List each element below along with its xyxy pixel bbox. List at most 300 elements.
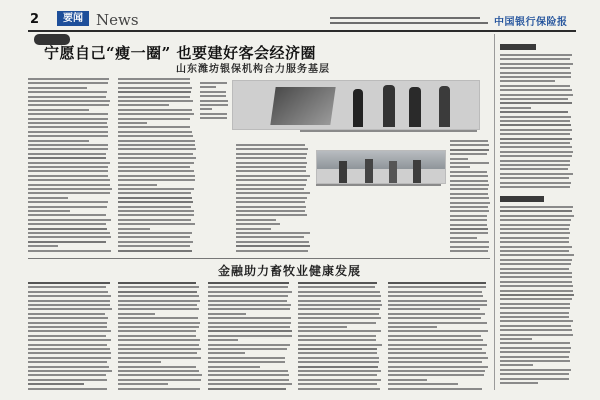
text-line (208, 335, 292, 337)
text-line (28, 175, 108, 177)
text-line (28, 330, 111, 332)
text-line (118, 326, 199, 328)
text-line (28, 361, 107, 363)
text-line (500, 351, 570, 353)
second-article-col-4 (298, 282, 382, 390)
text-line (450, 224, 487, 226)
text-line (236, 214, 307, 216)
text-line (28, 170, 108, 172)
text-line (118, 166, 190, 168)
text-line (118, 82, 190, 84)
text-line (118, 87, 192, 89)
text-line (28, 87, 87, 89)
text-line (28, 282, 110, 284)
text-line (236, 162, 307, 164)
text-line (450, 162, 489, 164)
text-line (298, 282, 377, 284)
text-line (28, 206, 107, 208)
text-line (450, 250, 488, 252)
text-line (500, 382, 538, 384)
text-line (450, 237, 477, 239)
text-line (388, 335, 481, 337)
text-line (500, 94, 573, 96)
text-line (500, 124, 571, 126)
text-line (118, 201, 193, 203)
text-line (28, 344, 107, 346)
text-line (500, 186, 570, 188)
text-line (500, 246, 572, 248)
text-line (208, 374, 289, 376)
text-line (450, 232, 488, 234)
text-line (118, 308, 199, 310)
text-line (208, 295, 288, 297)
text-line (298, 286, 375, 288)
second-article-col-5 (388, 282, 488, 390)
text-line (500, 76, 571, 78)
text-line (450, 184, 489, 186)
text-line (208, 344, 290, 346)
text-line (236, 206, 306, 208)
text-line (118, 286, 199, 288)
text-line (298, 383, 377, 385)
text-line (298, 335, 376, 337)
section-tag: 要闻 (57, 11, 89, 26)
text-line (118, 291, 197, 293)
text-line (118, 140, 195, 142)
text-line (118, 339, 200, 341)
text-line (500, 298, 572, 300)
text-line (28, 250, 111, 252)
text-line (500, 228, 569, 230)
text-line (118, 250, 192, 252)
text-line (388, 361, 482, 363)
text-line (118, 206, 191, 208)
text-line (500, 241, 569, 243)
text-line (28, 82, 108, 84)
text-line (500, 373, 569, 375)
text-line (500, 316, 569, 318)
text-line (236, 210, 305, 212)
lead-subheadline: 山东潍坊银保机构合力服务基层 (176, 64, 330, 75)
text-line (28, 109, 89, 111)
text-line (388, 295, 483, 297)
sidebar-box-head (500, 44, 536, 50)
paper-name: 中国银行保险报 (494, 17, 568, 28)
text-line (450, 144, 489, 146)
text-line (118, 330, 196, 332)
text-line (28, 335, 106, 337)
text-line (500, 237, 569, 239)
text-line (450, 206, 488, 208)
text-line (500, 307, 570, 309)
text-line (118, 144, 195, 146)
text-line (450, 153, 487, 155)
text-line (118, 304, 197, 306)
text-line (500, 272, 572, 274)
text-line (118, 192, 191, 194)
text-line (500, 89, 572, 91)
text-line (500, 63, 573, 65)
text-line (298, 352, 377, 354)
photo-1-caption (300, 130, 478, 136)
text-line (118, 184, 157, 186)
text-line (450, 228, 488, 230)
second-headline: 金融助力畜牧业健康发展 (218, 264, 362, 278)
text-line (118, 313, 155, 315)
text-line (208, 308, 290, 310)
text-line (388, 374, 484, 376)
text-line (118, 188, 194, 190)
text-line (200, 91, 226, 93)
text-line (298, 357, 379, 359)
text-line (236, 144, 305, 146)
text-line (450, 210, 489, 212)
text-line (450, 241, 489, 243)
text-line (388, 383, 458, 385)
text-line (500, 263, 571, 265)
text-line (236, 157, 306, 159)
news-photo-solar-panel (232, 80, 480, 130)
text-line (28, 348, 110, 350)
text-line (118, 300, 200, 302)
text-line (118, 388, 200, 390)
text-line (118, 197, 192, 199)
text-line (500, 268, 569, 270)
text-line (236, 153, 307, 155)
text-line (388, 379, 427, 381)
text-line (500, 80, 555, 82)
photo-2-caption (316, 184, 444, 190)
text-line (28, 140, 89, 142)
text-line (28, 144, 108, 146)
text-line (28, 352, 111, 354)
text-line (500, 177, 569, 179)
text-line (500, 312, 569, 314)
text-line (316, 184, 441, 186)
text-line (500, 98, 568, 100)
text-line (208, 322, 291, 324)
text-line (500, 250, 569, 252)
text-line (500, 116, 571, 118)
text-line (200, 95, 226, 97)
text-line (500, 281, 572, 283)
text-line (118, 96, 190, 98)
text-line (208, 291, 292, 293)
text-line (28, 326, 107, 328)
text-line (208, 379, 289, 381)
text-line (236, 188, 304, 190)
text-line (388, 291, 482, 293)
text-line (388, 370, 485, 372)
text-line (450, 193, 488, 195)
article-column-4 (236, 144, 310, 256)
text-line (28, 322, 107, 324)
text-line (388, 313, 485, 315)
text-line (28, 383, 84, 385)
text-line (28, 122, 107, 124)
text-line (208, 357, 285, 359)
text-line (208, 313, 246, 315)
sidebar-lower-column (500, 206, 574, 388)
text-line (28, 135, 108, 137)
text-line (28, 241, 106, 243)
text-line (500, 369, 571, 371)
text-line (208, 339, 238, 341)
masthead-meta-lines (330, 17, 488, 27)
text-line (208, 383, 292, 385)
text-line (500, 285, 573, 287)
text-line (118, 219, 191, 221)
text-line (236, 148, 308, 150)
text-line (500, 303, 570, 305)
text-line (118, 214, 194, 216)
text-line (118, 109, 192, 111)
text-line (388, 326, 437, 328)
text-line (450, 140, 488, 142)
text-line (208, 304, 291, 306)
text-line (208, 352, 245, 354)
text-line (236, 179, 307, 181)
text-line (118, 352, 197, 354)
text-line (500, 54, 572, 56)
text-line (450, 180, 488, 182)
text-line (208, 326, 290, 328)
text-line (28, 366, 109, 368)
lead-headline: 宁愿自己“瘦一圈” 也要建好客会经济圈 (44, 44, 316, 62)
text-line (28, 313, 105, 315)
text-line (208, 366, 260, 368)
text-line (200, 100, 228, 102)
text-line (28, 91, 107, 93)
second-article-col-3 (208, 282, 292, 390)
text-line (28, 126, 108, 128)
text-line (118, 317, 198, 319)
text-line (388, 357, 488, 359)
text-line (236, 170, 306, 172)
text-line (500, 329, 572, 331)
text-line (500, 215, 574, 217)
text-line (450, 215, 487, 217)
text-line (298, 322, 376, 324)
text-line (208, 286, 288, 288)
text-line (388, 317, 481, 319)
text-line (500, 219, 571, 221)
text-line (236, 184, 306, 186)
text-line (500, 129, 572, 131)
text-line (208, 370, 288, 372)
text-line (500, 347, 571, 349)
text-line (118, 162, 194, 164)
text-line (118, 126, 190, 128)
text-line (500, 120, 570, 122)
text-line (118, 170, 194, 172)
text-line (388, 366, 488, 368)
text-line (200, 113, 227, 115)
text-line (28, 295, 111, 297)
text-line (236, 175, 310, 177)
text-line (118, 153, 193, 155)
text-line (500, 151, 573, 153)
text-line (118, 245, 190, 247)
text-line (118, 78, 190, 80)
text-line (208, 282, 289, 284)
text-line (236, 241, 309, 243)
text-line (28, 210, 70, 212)
text-line (500, 342, 570, 344)
text-line (208, 361, 285, 363)
text-line (118, 383, 168, 385)
text-line (118, 322, 200, 324)
text-line (28, 388, 107, 390)
text-line (500, 206, 573, 208)
text-line (388, 330, 488, 332)
text-line (236, 250, 308, 252)
text-line (28, 317, 108, 319)
text-line (500, 102, 572, 104)
text-line (236, 219, 276, 221)
text-line (500, 138, 572, 140)
text-line (500, 85, 570, 87)
text-line (118, 228, 150, 230)
text-line (450, 171, 487, 173)
text-line (298, 300, 381, 302)
text-line (500, 164, 570, 166)
text-line (300, 130, 477, 132)
text-line (500, 294, 574, 296)
text-line (118, 104, 169, 106)
text-line (28, 236, 111, 238)
text-line (208, 300, 287, 302)
text-line (236, 197, 307, 199)
text-line (28, 214, 106, 216)
text-line (28, 357, 111, 359)
text-line (118, 344, 199, 346)
text-line (388, 348, 482, 350)
text-line (118, 374, 202, 376)
text-line (118, 122, 147, 124)
text-line (200, 86, 216, 88)
text-line (236, 228, 271, 230)
text-line (28, 184, 110, 186)
text-line (450, 219, 487, 221)
text-line (500, 133, 570, 135)
sidebar-column (500, 54, 574, 190)
masthead-rule (28, 30, 576, 32)
section-english: News (96, 11, 139, 29)
article-column-2 (118, 78, 196, 256)
text-line (500, 58, 570, 60)
text-line (450, 188, 488, 190)
text-line (28, 104, 109, 106)
text-line (298, 370, 381, 372)
text-line (500, 67, 570, 69)
text-line (500, 360, 570, 362)
text-line (200, 82, 227, 84)
text-line (28, 179, 110, 181)
text-line (500, 334, 573, 336)
text-line (118, 210, 194, 212)
text-line (28, 300, 110, 302)
text-line (28, 188, 112, 190)
text-line (28, 304, 110, 306)
text-line (118, 348, 201, 350)
section-rule (28, 258, 490, 259)
text-line (118, 118, 190, 120)
text-line (500, 155, 572, 157)
text-line (298, 374, 377, 376)
text-line (118, 282, 196, 284)
text-line (450, 197, 489, 199)
text-line (298, 295, 381, 297)
text-line (500, 173, 573, 175)
text-line (236, 236, 304, 238)
text-line (298, 366, 378, 368)
text-line (118, 175, 195, 177)
text-line (450, 246, 489, 248)
text-line (118, 295, 199, 297)
text-line (500, 146, 572, 148)
text-line (500, 168, 568, 170)
text-line (388, 304, 487, 306)
text-line (118, 100, 193, 102)
sidebar-lower-head (500, 196, 544, 202)
text-line (200, 117, 227, 119)
text-line (298, 313, 379, 315)
text-line (28, 374, 106, 376)
text-line (208, 388, 286, 390)
text-line (298, 348, 377, 350)
text-line (118, 236, 190, 238)
text-line (28, 148, 108, 150)
text-line (450, 175, 488, 177)
sidebar-divider (494, 34, 495, 390)
text-line (500, 210, 572, 212)
text-line (500, 142, 570, 144)
text-line (450, 149, 489, 151)
second-article-col-1 (28, 282, 112, 390)
text-line (388, 322, 487, 324)
text-line (200, 108, 212, 110)
text-line (388, 388, 482, 390)
text-line (28, 291, 108, 293)
text-line (298, 388, 380, 390)
text-line (500, 325, 571, 327)
text-line (500, 378, 569, 380)
text-line (298, 326, 347, 328)
text-line (118, 157, 196, 159)
text-line (236, 166, 306, 168)
text-line (208, 330, 292, 332)
text-line (298, 308, 380, 310)
text-line (500, 290, 573, 292)
text-line (500, 259, 572, 261)
text-line (28, 379, 107, 381)
text-line (298, 291, 380, 293)
text-line (28, 96, 106, 98)
article-column-3 (200, 82, 228, 122)
text-line (118, 232, 192, 234)
text-line (118, 335, 196, 337)
text-line (450, 202, 490, 204)
news-photo-group (316, 150, 446, 184)
text-line (500, 356, 569, 358)
text-line (388, 339, 483, 341)
text-line (500, 182, 571, 184)
text-line (118, 379, 201, 381)
article-column-5 (450, 140, 490, 256)
text-line (28, 339, 111, 341)
text-line (298, 344, 382, 346)
